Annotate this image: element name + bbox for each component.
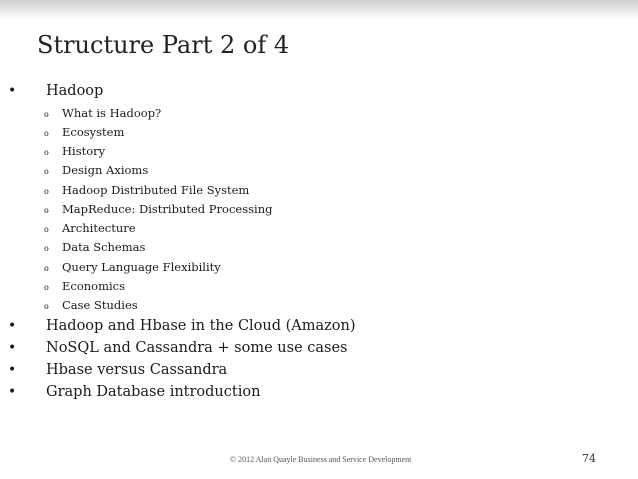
sub-bullet-marker: o: [44, 264, 49, 273]
sub-bullet-marker: o: [44, 283, 49, 292]
sub-bullet-marker: o: [44, 110, 49, 119]
copyright-text: © 2012 Alan Quayle Business and Service Development: [230, 455, 412, 464]
sub-bullet-marker: o: [44, 148, 49, 157]
sub-bullet-marker: o: [44, 187, 49, 196]
bullet-marker: •: [8, 83, 17, 99]
slide-title: Structure Part 2 of 4: [37, 31, 290, 59]
sub-bullet-text: Case Studies: [62, 298, 138, 312]
sub-bullet-text: Ecosystem: [62, 125, 125, 139]
sub-bullet-text: Hadoop Distributed File System: [62, 183, 250, 197]
page-number: 74: [582, 452, 596, 465]
sub-bullet-text: History: [62, 144, 106, 158]
bullet-text: Graph Database introduction: [46, 384, 261, 400]
bullet-marker: •: [8, 340, 17, 356]
bullet-text: Hadoop and Hbase in the Cloud (Amazon): [46, 318, 356, 334]
bullet-text: NoSQL and Cassandra + some use cases: [46, 340, 348, 356]
sub-bullet-text: Query Language Flexibility: [62, 260, 221, 274]
sub-bullet-marker: o: [44, 225, 49, 234]
sub-bullet-marker: o: [44, 206, 49, 215]
sub-bullet-marker: o: [44, 302, 49, 311]
sub-bullet-marker: o: [44, 167, 49, 176]
bullet-text: Hadoop: [46, 83, 104, 99]
sub-bullet-marker: o: [44, 244, 49, 253]
sub-bullet-text: Design Axioms: [62, 163, 149, 177]
sub-bullet-text: MapReduce: Distributed Processing: [62, 202, 273, 216]
sub-bullet-marker: o: [44, 129, 49, 138]
bullet-marker: •: [8, 362, 17, 378]
bullet-marker: •: [8, 384, 17, 400]
sub-bullet-text: Data Schemas: [62, 240, 146, 254]
bullet-marker: •: [8, 318, 17, 334]
sub-bullet-text: Architecture: [62, 221, 136, 235]
sub-bullet-text: What is Hadoop?: [62, 106, 162, 120]
bullet-text: Hbase versus Cassandra: [46, 362, 228, 378]
sub-bullet-text: Economics: [62, 279, 126, 293]
